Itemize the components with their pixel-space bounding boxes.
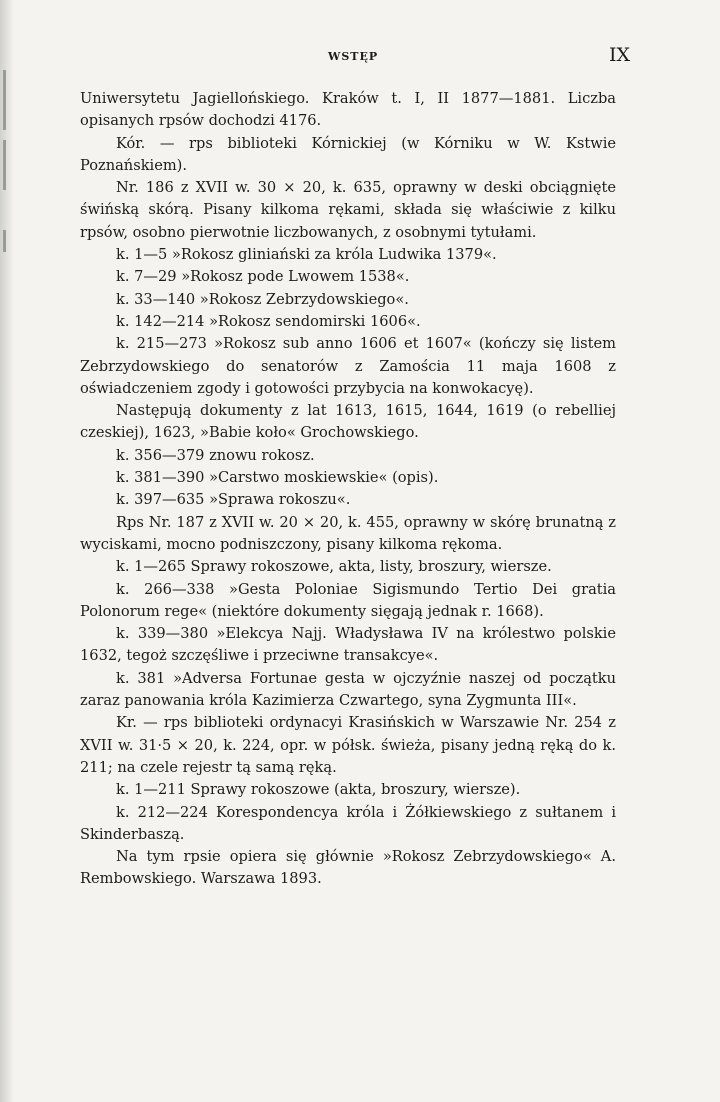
paragraph: k. 142—214 »Rokosz sendomirski 1606«. <box>116 312 421 330</box>
paragraph: k. 1—211 Sprawy rokoszowe (akta, broszury, wiersze). <box>116 781 521 799</box>
binding-mark <box>3 140 6 190</box>
paragraph: Kór. — rps biblioteki Kórnickiej (w Kórniku w W. Kstwie Poznańskiem). <box>80 134 616 174</box>
paragraph: k. 212—224 Korespondencya króla i Żółkiewskiego z sułtanem i Skinderbaszą. <box>80 803 616 843</box>
paragraph: k. 381 »Adversa Fortunae gesta w ojczyźnie naszej od początku zaraz panowania króla Kazimierza Czwartego, syna Zygmunta III«. <box>80 669 616 710</box>
paragraph: k. 1—5 »Rokosz gliniański za króla Ludwika 1379«. <box>116 246 497 264</box>
running-head: WSTĘP <box>328 50 379 63</box>
body-text <box>80 88 616 891</box>
binding-mark <box>3 230 6 252</box>
paragraph: k. 397—635 »Sprawa rokoszu«. <box>116 491 351 509</box>
paragraph: Na tym rpsie opiera się głównie »Rokosz Zebrzydowskiego« A. Rembowskiego. Warszawa 1893. <box>80 848 616 888</box>
paragraph: Rps Nr. 187 z XVII w. 20 × 20, k. 455, oprawny w skórę brunatną z wyciskami, mocno podniszczony, pisany kilkoma rękoma. <box>80 513 616 553</box>
paragraph: k. 266—338 »Gesta Poloniae Sigismundo Tertio Dei gratia Polonorum rege« (niektóre dokumenty sięgają jednak r. 1668). <box>80 580 616 620</box>
paragraph: k. 381—390 »Carstwo moskiewskie« (opis). <box>116 469 439 487</box>
binding-mark <box>3 70 6 130</box>
paragraph: k. 33—140 »Rokosz Zebrzydowskiego«. <box>116 290 409 308</box>
paragraph: Nr. 186 z XVII w. 30 × 20, k. 635, oprawny w deski obciągnięte świńską skórą. Pisany kilkoma rękami, składa się właściwie z kilku rpsów, osobno pierwotnie liczbowanych, z osobnymi tytułami. <box>80 179 616 241</box>
paragraph: k. 339—380 »Elekcya Najj. Władysława IV na królestwo polskie 1632, tegoż szczęśliwe i przeciwne transakcye«. <box>80 625 616 665</box>
paragraph: Następują dokumenty z lat 1613, 1615, 1644, 1619 (o rebelliej czeskiej), 1623, »Babie koło« Grochowskiego. <box>80 402 616 442</box>
paragraph: k. 1—265 Sprawy rokoszowe, akta, listy, broszury, wiersze. <box>116 558 552 576</box>
paragraph: Kr. — rps biblioteki ordynacyi Krasińskich w Warszawie Nr. 254 z XVII w. 31·5 × 20, k. 224, opr. w półsk. świeża, pisany jedną ręką do k. 211; na czele rejestr tą samą ręką. <box>80 714 616 776</box>
paragraph: Uniwersytetu Jagiellońskiego. Kraków t. I, II 1877—1881. Liczba opisanych rpsów dochodzi 4176. <box>80 90 616 130</box>
paragraph: k. 356—379 znowu rokosz. <box>116 446 315 464</box>
paragraph: k. 7—29 »Rokosz pode Lwowem 1538«. <box>116 268 410 286</box>
page-header <box>80 44 630 70</box>
paragraph: k. 215—273 »Rokosz sub anno 1606 et 1607« (kończy się listem Zebrzydowskiego do senatorów z Zamościa 11 maja 1608 z oświadczeniem zgody i gotowości przybycia na konwokacyę). <box>80 335 616 397</box>
page-number: IX <box>608 44 630 66</box>
